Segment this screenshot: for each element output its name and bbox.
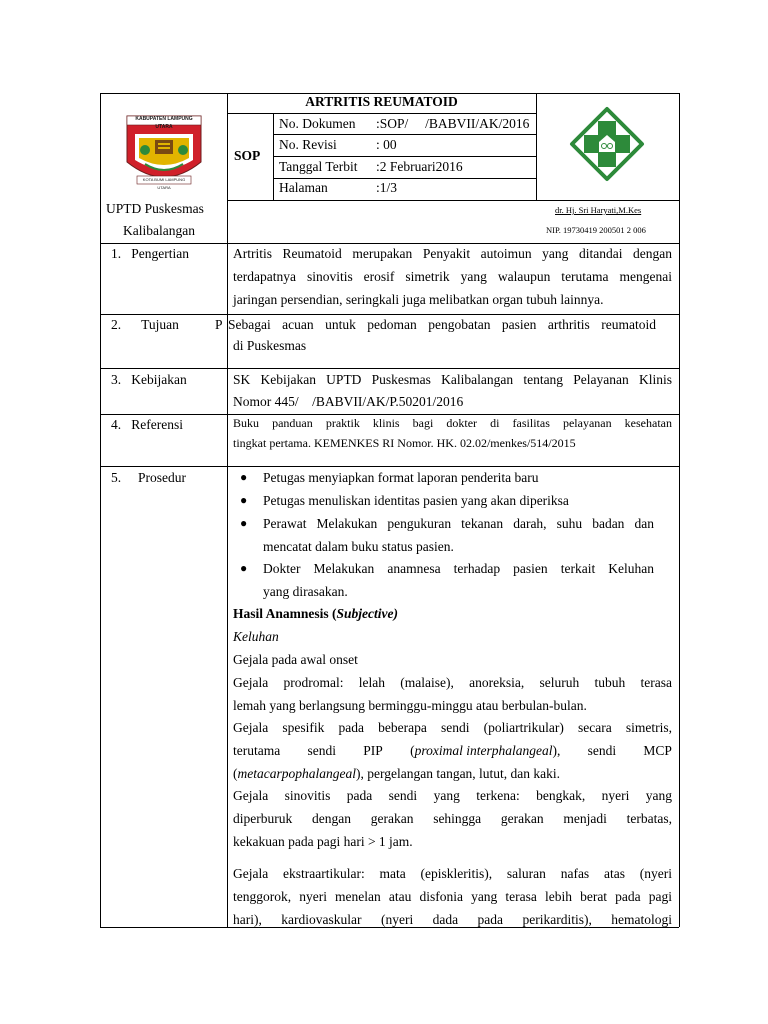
bullet-dot: ●	[240, 470, 248, 484]
doc-field-label: Tanggal Terbit	[279, 159, 358, 174]
sinovitis-text: Gejala sinovitis pada sendi yang terkena: bengkak, nyeri yang	[233, 788, 672, 803]
column-divider	[227, 93, 228, 927]
list-item: Dokter Melakukan anamnesa terhadap pasien terkait Keluhan	[263, 561, 654, 576]
heading-text: Hasil Anamnesis (	[233, 606, 337, 621]
tujuan-stray-char: P	[215, 317, 223, 332]
tujuan-text: di Puskesmas	[233, 338, 307, 353]
pengertian-text: Artritis Reumatoid merupakan Penyakit autoimun yang ditandai dengan	[233, 246, 672, 261]
keluhan-subheading: Keluhan	[233, 629, 279, 644]
ekstraartikular-text: Gejala ekstraartikular: mata (episkleritis), saluran nafas atas (nyeri	[233, 866, 672, 881]
section-label-pengertian: 1. Pengertian	[111, 246, 189, 261]
ekstraartikular-text: hari), kardiovaskular (nyeri dada pada perikarditis), hematologi	[233, 912, 672, 927]
referensi-text: Buku panduan praktik klinis bagi dokter di fasilitas pelayanan kesehatan	[233, 416, 672, 430]
health-cross-icon	[569, 106, 645, 182]
word: MCP	[643, 743, 672, 758]
doc-field-label: No. Revisi	[279, 137, 337, 152]
kebijakan-text: Nomor 445/ /BABVII/AK/P.50201/2016	[233, 394, 464, 409]
italic-term: metacarpophalangeal	[237, 766, 356, 781]
emblem-bottom-text: KOTA BUMI LAMPUNG UTARA	[142, 177, 186, 190]
hasil-anamnesis-heading	[233, 602, 398, 625]
bullet-dot: ●	[240, 493, 248, 507]
doc-field-value: :2 Februari2016	[376, 159, 463, 174]
signer-name: dr. Hj. Sri Haryati,M.Kes	[555, 205, 642, 215]
section-label-referensi: 4. Referensi	[111, 417, 183, 432]
logo-right-divider	[536, 93, 537, 200]
referensi-text: tingkat pertama. KEMENKES RI Nomor. HK. 02.02/menkes/514/2015	[233, 436, 576, 450]
doc-field-label: Halaman	[279, 180, 328, 195]
header-bottom-divider	[227, 200, 679, 201]
word: PIP	[363, 743, 383, 758]
word: sendi	[587, 743, 617, 758]
prodromal-text: Gejala prodromal: lelah (malaise), anoreksia, seluruh tubuh terasa	[233, 675, 672, 690]
heading-italic-text: Subjective)	[336, 606, 399, 621]
word: terutama	[233, 743, 281, 758]
list-item: yang dirasakan.	[263, 584, 348, 599]
word-group	[410, 739, 560, 762]
tujuan-text: Sebagai acuan untuk pedoman pengobatan pasien arthritis reumatoid	[228, 317, 656, 332]
pengertian-text: terdapatnya sinovitis erosif simetrik yang walaupun terutama mengenai	[233, 269, 672, 284]
page-title: ARTRITIS REUMATOID	[305, 94, 458, 109]
list-item: mencatat dalam buku status pasien.	[263, 539, 454, 554]
puskesmas-logo	[569, 106, 645, 182]
doc-field-value: :1/3	[376, 180, 398, 195]
doc-field-label: No. Dokumen	[279, 116, 356, 131]
table-border-right	[679, 93, 680, 927]
org-name-line2: Kalibalangan	[123, 223, 195, 238]
prodromal-text: lemah yang berlangsung berminggu-minggu atau berbulan-bulan.	[233, 698, 587, 713]
list-item: Perawat Melakukan pengukuran tekanan darah, suhu badan dan	[263, 516, 654, 531]
pengertian-text: jaringan persendian, seringkali juga melibatkan organ tubuh lainnya.	[233, 292, 604, 307]
table-border-left	[100, 93, 101, 927]
sop-label: SOP	[234, 148, 261, 163]
emblem-top-text: KABUPATEN LAMPUNG UTARA	[135, 116, 193, 130]
word: sendi	[307, 743, 337, 758]
word: ), pergelangan tangan, lutut, dan kaki.	[355, 766, 561, 781]
lampung-utara-emblem	[125, 114, 203, 189]
spesifik-text: Gejala spesifik pada beberapa sendi (poliartrikular) secara simetris,	[233, 720, 672, 735]
spesifik-text	[233, 762, 560, 785]
doc-field-value: : 00	[376, 137, 397, 152]
signer-nip: NIP. 19730419 200501 2 006	[546, 225, 646, 235]
sinovitis-text: diperburuk dengan gerakan sehingga gerakan menjadi terbatas,	[233, 811, 672, 826]
section-label-kebijakan: 3. Kebijakan	[111, 372, 187, 387]
section-label-tujuan: 2. Tujuan	[111, 317, 179, 332]
kebijakan-text: SK Kebijakan UPTD Puskesmas Kalibalangan tentang Pelayanan Klinis	[233, 372, 672, 387]
list-item: Petugas menyiapkan format laporan penderita baru	[263, 470, 539, 485]
word: (	[410, 743, 415, 758]
spesifik-text	[233, 739, 672, 762]
bullet-dot: ●	[240, 561, 248, 575]
word: ),	[552, 743, 561, 758]
ekstraartikular-text: tenggorok, nyeri menelan atau disfonia yang terasa lebih berat pada pagi	[233, 889, 672, 904]
org-name-line1: UPTD Puskesmas	[106, 201, 204, 216]
gejala-awal-text: Gejala pada awal onset	[233, 652, 358, 667]
section-label-prosedur: 5. Prosedur	[111, 470, 186, 485]
word: (	[233, 766, 238, 781]
doc-field-value: :SOP/ /BABVII/AK/2016	[376, 116, 530, 131]
sinovitis-text: kekakuan pada pagi hari > 1 jam.	[233, 834, 413, 849]
bullet-dot: ●	[240, 516, 248, 530]
list-item: Petugas menuliskan identitas pasien yang akan diperiksa	[263, 493, 569, 508]
italic-term: proximal interphalangeal	[414, 743, 553, 758]
